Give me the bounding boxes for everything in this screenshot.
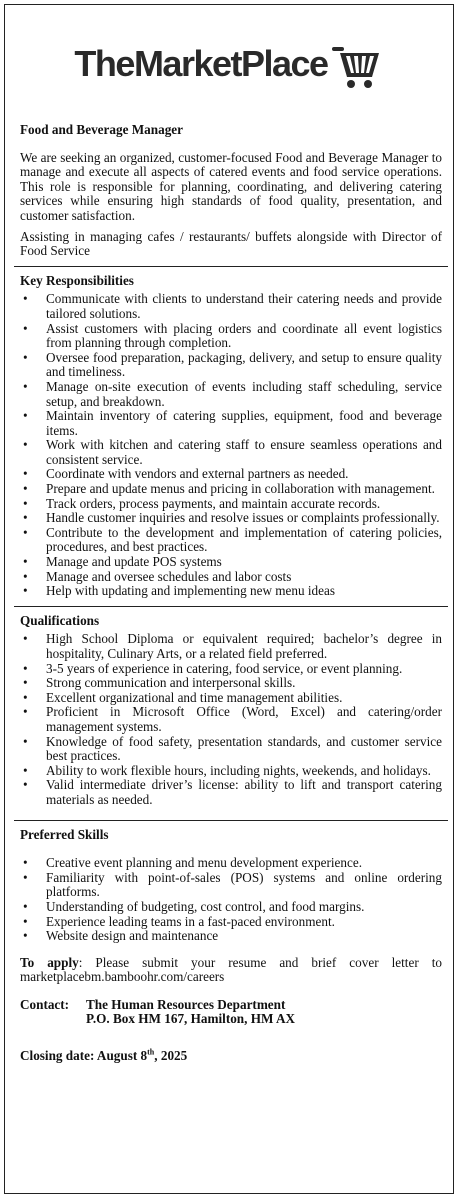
list-item: • Prepare and update menus and pricing in collaboration with management. — [20, 482, 442, 497]
list-item: • Communicate with clients to understand their catering needs and provide tailored solutions. — [20, 292, 442, 321]
closing-date-suffix: th — [147, 1047, 155, 1057]
list-item: • Proficient in Microsoft Office (Word, Excel) and catering/order management systems. — [20, 705, 442, 734]
contact-address: P.O. Box HM 167, Hamilton, HM AX — [86, 1011, 296, 1027]
list-item: • Work with kitchen and catering staff to ensure seamless operations and consistent service. — [20, 438, 442, 467]
preferred-skills-list — [20, 856, 442, 944]
preferred-skills-heading: Preferred Skills — [20, 826, 109, 842]
contact-block — [20, 998, 442, 1027]
list-item: • Oversee food preparation, packaging, delivery, and setup to ensure quality and timeliness. — [20, 351, 442, 380]
closing-date — [20, 1049, 442, 1064]
ad-content — [20, 123, 442, 1064]
list-item: • Contribute to the development and implementation of catering policies, procedures, and best practices. — [20, 526, 442, 555]
contact-details — [86, 998, 295, 1027]
section-divider — [14, 606, 448, 607]
qualifications-heading: Qualifications — [20, 612, 100, 628]
closing-date-label: Closing date: August 8 — [20, 1048, 148, 1064]
logo-text-place: Place — [241, 43, 328, 84]
intro-paragraph-2: Assisting in managing cafes / restaurants/ buffets alongside with Director of Food Service — [20, 228, 442, 259]
list-item: • Manage on-site execution of events including staff scheduling, service setup, and breakdown. — [20, 380, 442, 409]
list-item: • Maintain inventory of catering supplies, equipment, food and beverage items. — [20, 409, 442, 438]
list-item: • Assist customers with placing orders and coordinate all event logistics from planning through completion. — [20, 322, 442, 351]
list-item: • Handle customer inquiries and resolve issues or complaints professionally. — [20, 511, 442, 526]
section-divider — [14, 820, 448, 821]
logo-text-market: Market — [133, 43, 241, 84]
list-item: • High School Diploma or equivalent required; bachelor’s degree in hospitality, Culinary Arts, or a related field preferred. — [20, 632, 442, 661]
job-title: Food and Beverage Manager — [20, 122, 183, 137]
list-item: • Help with updating and implementing new menu ideas — [20, 584, 442, 599]
contact-label: Contact: — [20, 996, 70, 1012]
intro-paragraph: We are seeking an organized, customer-focused Food and Beverage Manager to manage and execute all aspects of catered events and food service operations. This role is responsible for planning, coordinating, and delivering catering services while ensuring high standards of food quality, presentation, and customer satisfaction. — [20, 149, 442, 223]
list-item: • Ability to work flexible hours, including nights, weekends, and holidays. — [20, 764, 442, 779]
list-item: • Manage and update POS systems — [20, 555, 442, 570]
list-item: • Knowledge of food safety, presentation standards, and customer service best practices. — [20, 735, 442, 764]
apply-text: : Please submit your resume and brief cover letter to marketplacebm.bamboohr.com/careers — [20, 954, 442, 985]
closing-date-year: , 2025 — [154, 1048, 188, 1064]
logo-text-the: The — [74, 43, 134, 84]
list-item: • Website design and maintenance — [20, 929, 442, 944]
company-logo — [5, 33, 453, 95]
list-item: • Excellent organizational and time management abilities. — [20, 691, 442, 706]
list-item: • Valid intermediate driver’s license: ability to lift and transport catering materials as needed. — [20, 778, 442, 807]
list-item: • 3-5 years of experience in catering, food service, or event planning. — [20, 662, 442, 677]
list-item: • Track orders, process payments, and maintain accurate records. — [20, 497, 442, 512]
list-item: • Manage and oversee schedules and labor costs — [20, 570, 442, 585]
list-item: • Strong communication and interpersonal skills. — [20, 676, 442, 691]
section-divider — [14, 266, 448, 267]
list-item: • Understanding of budgeting, cost control, and food margins. — [20, 900, 442, 915]
logo-wordmark — [74, 43, 328, 84]
list-item: • Creative event planning and menu development experience. — [20, 856, 442, 871]
list-item: • Familiarity with point-of-sales (POS) systems and online ordering platforms. — [20, 871, 442, 900]
apply-label: To apply — [20, 954, 79, 970]
job-advertisement — [4, 4, 454, 1194]
responsibilities-list — [20, 292, 442, 598]
list-item: • Coordinate with vendors and external partners as needed. — [20, 467, 442, 482]
qualifications-list — [20, 632, 442, 807]
list-item: • Experience leading teams in a fast-paced environment. — [20, 915, 442, 930]
responsibilities-heading: Key Responsibilities — [20, 272, 134, 288]
shopping-cart-icon — [332, 43, 384, 91]
contact-department: The Human Resources Department — [86, 996, 286, 1012]
apply-instructions — [20, 956, 442, 985]
